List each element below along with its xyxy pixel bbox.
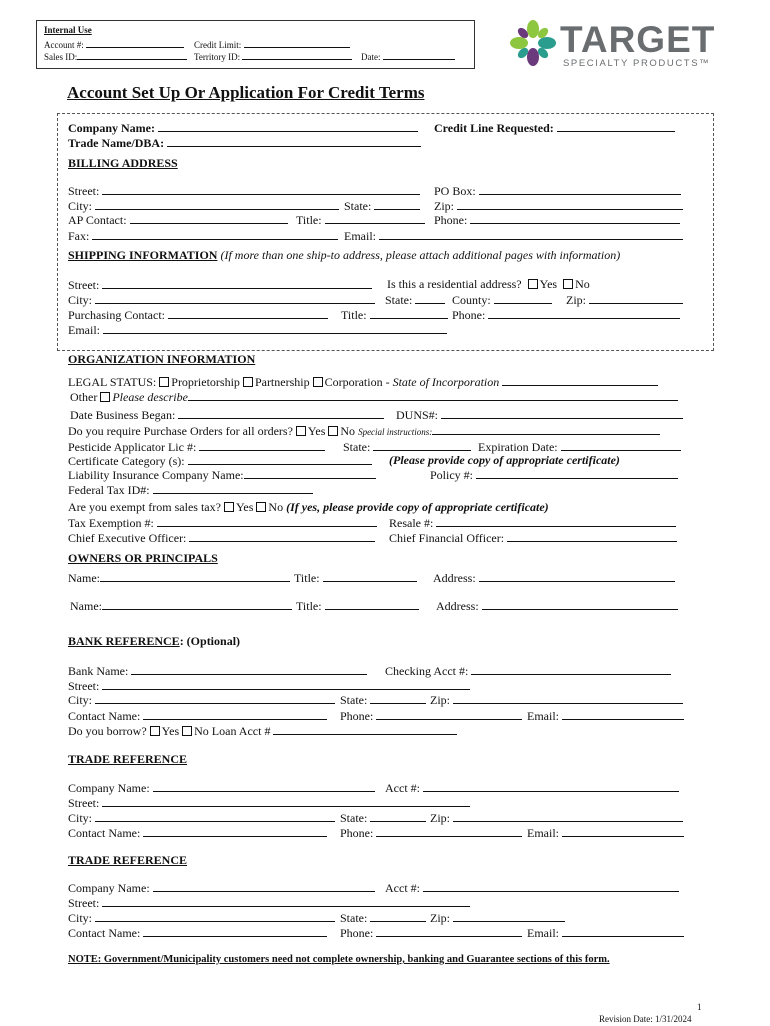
trade2-street-field[interactable]: Street: bbox=[68, 895, 470, 910]
shipping-state-field[interactable]: State: bbox=[385, 292, 445, 307]
trade1-zip-field[interactable]: Zip: bbox=[430, 810, 683, 825]
logo-wordmark: TARGET bbox=[560, 19, 716, 60]
tax-exempt-row: Are you exempt from sales tax? Yes No (If yes, please provide copy of appropriate certificate) bbox=[68, 500, 549, 514]
partnership-checkbox[interactable] bbox=[243, 377, 253, 387]
bank-zip-field[interactable]: Zip: bbox=[430, 692, 683, 707]
legal-status-row: LEGAL STATUS: Proprietorship Partnership Corporation - State of Incorporation bbox=[68, 374, 658, 389]
trade2-acct-field[interactable]: Acct #: bbox=[385, 880, 679, 895]
owner2-address-field[interactable]: Address: bbox=[436, 598, 678, 613]
special-instructions-field[interactable] bbox=[432, 423, 660, 435]
territory-id-field[interactable]: Territory ID: bbox=[194, 48, 352, 64]
borrow-row: Do you borrow? Yes No Loan Acct # bbox=[68, 723, 457, 738]
bank-contact-field[interactable]: Contact Name: bbox=[68, 708, 327, 723]
residential-no-checkbox[interactable] bbox=[563, 279, 573, 289]
corporation-checkbox[interactable] bbox=[313, 377, 323, 387]
company-name-field[interactable]: Company Name: bbox=[68, 120, 418, 135]
loan-acct-field[interactable] bbox=[273, 723, 457, 735]
residential-yes-checkbox[interactable] bbox=[528, 279, 538, 289]
page-title: Account Set Up Or Application For Credit Terms bbox=[67, 83, 425, 102]
revision-date: Revision Date: 1/31/2024 bbox=[599, 1014, 692, 1024]
po-question-row: Do you require Purchase Orders for all orders? Yes No Special instructions: bbox=[68, 423, 660, 439]
billing-phone-field[interactable]: Phone: bbox=[434, 212, 680, 227]
date-began-field[interactable]: Date Business Began: bbox=[70, 407, 384, 422]
trade-ref-2-heading: TRADE REFERENCE bbox=[68, 853, 188, 867]
billing-city-field[interactable]: City: bbox=[68, 198, 339, 213]
account-number-field[interactable]: Account #: bbox=[44, 36, 184, 52]
trade1-contact-field[interactable]: Contact Name: bbox=[68, 825, 327, 840]
shipping-street-field[interactable]: Street: bbox=[68, 277, 372, 292]
cfo-field[interactable]: Chief Financial Officer: bbox=[389, 530, 677, 545]
policy-field[interactable]: Policy #: bbox=[430, 467, 678, 482]
shipping-heading: SHIPPING INFORMATION (If more than one ship-to address, please attach additional pages with information) bbox=[68, 248, 621, 262]
date-field[interactable]: Date: bbox=[361, 48, 455, 64]
credit-limit-field[interactable]: Credit Limit: bbox=[194, 36, 350, 52]
bank-heading: BANK REFERENCE: (Optional) bbox=[68, 634, 241, 648]
trade2-contact-field[interactable]: Contact Name: bbox=[68, 925, 327, 940]
tax-yes-checkbox[interactable] bbox=[224, 502, 234, 512]
bank-name-field[interactable]: Bank Name: bbox=[68, 663, 367, 678]
trade-name-field[interactable]: Trade Name/DBA: bbox=[68, 135, 421, 150]
shipping-city-field[interactable]: City: bbox=[68, 292, 375, 307]
owner1-address-field[interactable]: Address: bbox=[433, 570, 675, 585]
billing-state-field[interactable]: State: bbox=[344, 198, 420, 213]
billing-street-field[interactable]: Street: bbox=[68, 183, 420, 198]
org-heading: ORGANIZATION INFORMATION bbox=[68, 352, 256, 366]
cert-note: (Please provide copy of appropriate certificate) bbox=[389, 453, 620, 467]
duns-field[interactable]: DUNS#: bbox=[396, 407, 683, 422]
purchasing-contact-field[interactable]: Purchasing Contact: bbox=[68, 307, 328, 322]
owner1-title-field[interactable]: Title: bbox=[294, 570, 417, 585]
credit-line-field[interactable]: Credit Line Requested: bbox=[434, 120, 675, 135]
trade2-state-field[interactable]: State: bbox=[340, 910, 426, 925]
owner1-name-field[interactable]: Name: bbox=[68, 570, 290, 585]
borrow-no-checkbox[interactable] bbox=[182, 726, 192, 736]
trade1-city-field[interactable]: City: bbox=[68, 810, 335, 825]
bank-email-field[interactable]: Email: bbox=[527, 708, 684, 723]
shipping-title-field[interactable]: Title: bbox=[341, 307, 448, 322]
page-number: 1 bbox=[697, 1002, 702, 1012]
po-yes-checkbox[interactable] bbox=[296, 426, 306, 436]
pesticide-state-field[interactable]: State: bbox=[343, 439, 471, 454]
trade2-email-field[interactable]: Email: bbox=[527, 925, 684, 940]
sales-id-field[interactable]: Sales ID: bbox=[44, 48, 187, 64]
billing-heading: BILLING ADDRESS bbox=[68, 156, 178, 170]
owners-heading: OWNERS OR PRINCIPALS bbox=[68, 551, 218, 565]
trade2-company-field[interactable]: Company Name: bbox=[68, 880, 375, 895]
po-no-checkbox[interactable] bbox=[328, 426, 338, 436]
billing-zip-field[interactable]: Zip: bbox=[434, 198, 683, 213]
trade2-city-field[interactable]: City: bbox=[68, 910, 335, 925]
trade1-email-field[interactable]: Email: bbox=[527, 825, 684, 840]
ceo-field[interactable]: Chief Executive Officer: bbox=[68, 530, 375, 545]
federal-tax-field[interactable]: Federal Tax ID#: bbox=[68, 482, 313, 497]
shipping-phone-field[interactable]: Phone: bbox=[452, 307, 680, 322]
proprietorship-checkbox[interactable] bbox=[159, 377, 169, 387]
other-checkbox[interactable] bbox=[100, 392, 110, 402]
bank-phone-field[interactable]: Phone: bbox=[340, 708, 522, 723]
owner2-title-field[interactable]: Title: bbox=[296, 598, 419, 613]
trade-ref-1-heading: TRADE REFERENCE bbox=[68, 752, 188, 766]
government-note: NOTE: Government/Municipality customers need not complete ownership, banking and Guarantee sections of this form. bbox=[68, 954, 610, 965]
state-incorporation-field[interactable] bbox=[502, 374, 658, 386]
resale-field[interactable]: Resale #: bbox=[389, 515, 676, 530]
expiration-date-field[interactable]: Expiration Date: bbox=[478, 439, 681, 454]
tax-exemption-field[interactable]: Tax Exemption #: bbox=[68, 515, 377, 530]
borrow-yes-checkbox[interactable] bbox=[150, 726, 160, 736]
internal-use-title: Internal Use bbox=[44, 25, 92, 35]
billing-fax-field[interactable]: Fax: bbox=[68, 228, 338, 243]
checking-acct-field[interactable]: Checking Acct #: bbox=[385, 663, 671, 678]
trade1-state-field[interactable]: State: bbox=[340, 810, 426, 825]
bank-city-field[interactable]: City: bbox=[68, 692, 335, 707]
bank-street-field[interactable]: Street: bbox=[68, 678, 470, 693]
liability-field[interactable]: Liability Insurance Company Name: bbox=[68, 467, 376, 482]
shipping-county-field[interactable]: County: bbox=[452, 292, 552, 307]
trade2-phone-field[interactable]: Phone: bbox=[340, 925, 522, 940]
owner2-name-field[interactable]: Name: bbox=[70, 598, 292, 613]
describe-field[interactable] bbox=[188, 389, 678, 401]
shipping-zip-field[interactable]: Zip: bbox=[566, 292, 683, 307]
ap-contact-field[interactable]: AP Contact: bbox=[68, 212, 288, 227]
shipping-email-field[interactable]: Email: bbox=[68, 322, 447, 337]
trade1-acct-field[interactable]: Acct #: bbox=[385, 780, 679, 795]
residential-question: Is this a residential address? Yes No bbox=[387, 277, 590, 291]
tax-no-checkbox[interactable] bbox=[256, 502, 266, 512]
cert-category-field[interactable]: Certificate Category (s): bbox=[68, 453, 372, 468]
trade1-street-field[interactable]: Street: bbox=[68, 795, 470, 810]
trade1-phone-field[interactable]: Phone: bbox=[340, 825, 522, 840]
billing-email-field[interactable]: Email: bbox=[344, 228, 683, 243]
billing-po-box-field[interactable]: PO Box: bbox=[434, 183, 681, 198]
trade2-zip-field[interactable]: Zip: bbox=[430, 910, 565, 925]
bank-state-field[interactable]: State: bbox=[340, 692, 426, 707]
billing-title-field[interactable]: Title: bbox=[296, 212, 425, 227]
pesticide-field[interactable]: Pesticide Applicator Lic #: bbox=[68, 439, 325, 454]
other-row: Other Please describe bbox=[70, 389, 678, 404]
logo-subtitle: SPECIALTY PRODUCTS™ bbox=[563, 58, 711, 69]
trade1-company-field[interactable]: Company Name: bbox=[68, 780, 375, 795]
target-flower-logo-icon bbox=[510, 20, 556, 66]
